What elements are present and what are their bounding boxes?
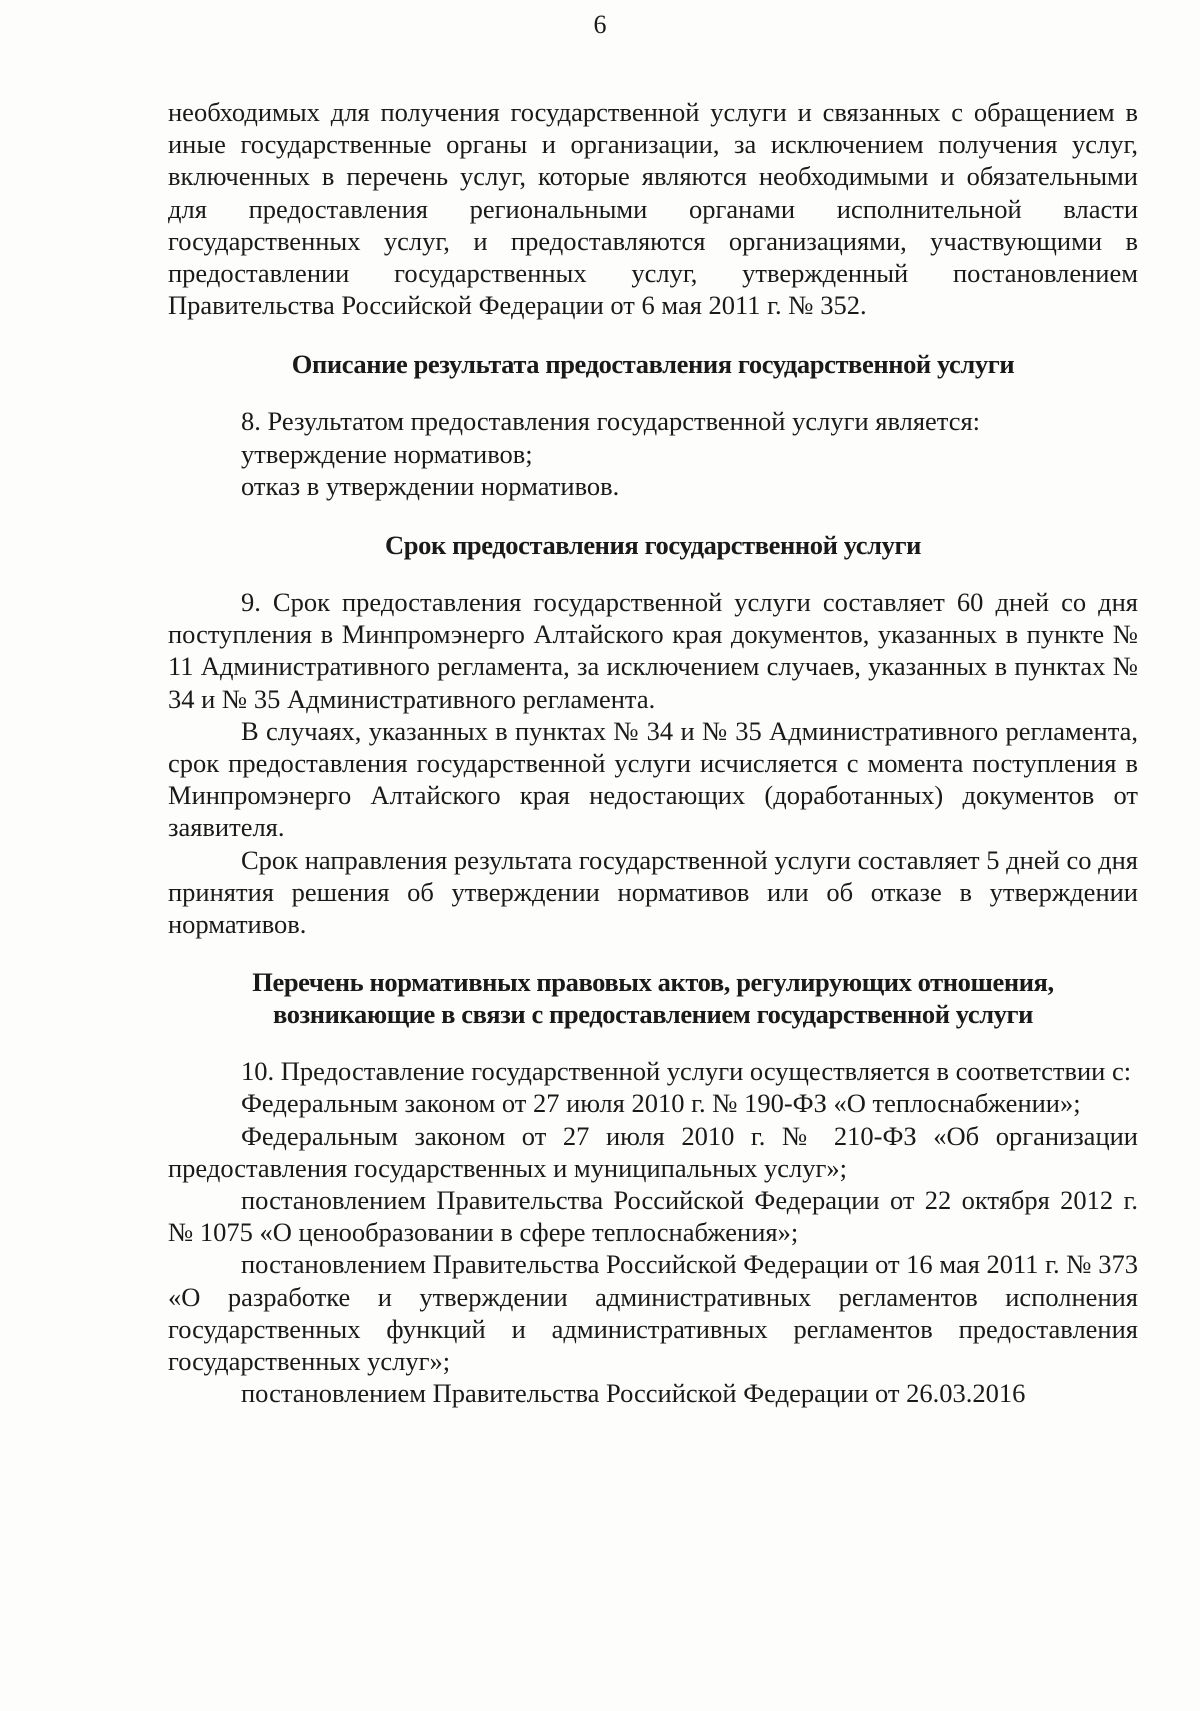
term-exception-paragraph: В случаях, указанных в пунктах № 34 и № 35 Административного регламента, срок предоставления государственной услуги исчисляется с момента поступления в Минпромэнерго Алтайского края недостающих (доработанных) документов от заявителя. [168, 715, 1138, 843]
act-resolution-1075: постановлением Правительства Российской Федерации от 22 октября 2012 г. № 1075 «О ценообразовании в сфере теплоснабжения»; [168, 1185, 1138, 1248]
heading-acts-line-2: возникающие в связи с предоставлением государственной услуги [272, 999, 1034, 1030]
item-8: 8. Результатом предоставления государственной услуги является: [241, 406, 981, 437]
result-option-approval: утверждение нормативов; [241, 438, 533, 469]
page-number: 6 [593, 10, 607, 39]
act-resolution-373: постановлением Правительства Российской Федерации от 16 мая 2011 г. № 373 «О разработке и утверждении административных регламентов исполнения государственных функций и административных регламентов предоставления государственных услуг»; [168, 1249, 1138, 1377]
item-9: 9. Срок предоставления государственной услуги составляет 60 дней со дня поступления в Минпромэнерго Алтайского края документов, указанных в пункте № 11 Административного регламента, за исключением случаев, указанных в пунктах № 34 и № 35 Административного регламента. [168, 587, 1138, 714]
heading-result: Описание результата предоставления государственной услуги [291, 349, 1015, 380]
term-result-delivery-paragraph: Срок направления результата государственной услуги составляет 5 дней со дня принятия решения об утверждении нормативов или об отказе в утверждении нормативов. [168, 844, 1138, 940]
result-option-refusal: отказ в утверждении нормативов. [241, 470, 620, 501]
heading-term: Срок предоставления государственной услуги [385, 530, 921, 561]
document-body [168, 96, 1138, 1410]
act-resolution-2016: постановлением Правительства Российской Федерации от 26.03.2016 [241, 1378, 1026, 1409]
item-10: 10. Предоставление государственной услуги осуществляется в соответствии с: [241, 1056, 1132, 1087]
intro-paragraph: необходимых для получения государственной услуги и связанных с обращением в иные государственные органы и организации, за исключением получения услуг, включенных в перечень услуг, которые являются необходимыми и обязательными для предоставления региональными органами исполнительной власти государственных услуг, и предоставляются организациями, участвующими в предоставлении государственных услуг, утвержденный постановлением Правительства Российской Федерации от 6 мая 2011 г. № 352. [168, 97, 1138, 321]
act-law-190: Федеральным законом от 27 июля 2010 г. № 190-ФЗ «О теплоснабжении»; [241, 1088, 1081, 1119]
heading-acts-line-1: Перечень нормативных правовых актов, регулирующих отношения, [252, 967, 1054, 998]
act-law-210: Федеральным законом от 27 июля 2010 г. № 210-ФЗ «Об организации предоставления государственных и муниципальных услуг»; [168, 1120, 1138, 1183]
